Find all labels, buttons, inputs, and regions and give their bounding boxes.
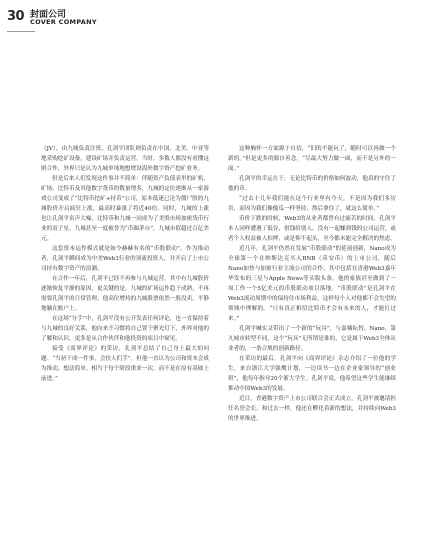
- running-header: [7, 7, 187, 31]
- paragraph: 近几年，孔剑平仍然在发展“币股联动”的延展创新，Nano成为全球第一个在纳斯达克买入BNB（币安币）的上市公司，随后Nano加快与加密行业主流公司的合作，其中包括在香港Web3嘉年华发布的三星与Apple News等头版头条。他的家族甚至做到了一周工作一个5亿美元的币股联动项目落地。“币股联动”是孔剑平在Web3流动周期中的保持住市场利益，这样每个人对他都不会失望的领域中理解的。“只有真正相信比特币才会有未来的人，才能打过来。”: [228, 246, 396, 322]
- paragraph: 孔剑平的幸运在于，无论比特币的价格如何波动，他真的守住了他的币。: [228, 176, 396, 192]
- paragraph: 孔剑平喊实又带出了一个新的“玩具”，与嘉楠耘智、Nano、第九城市转型不同，这个“玩具”无所谓是谁的，它是属于Web3全体从业者的，一条合规的创新路径。: [228, 326, 396, 352]
- paragraph: 币价下跌的时候，Web3的从业者都曾有过痛苦的时间，孔剑平本人同样遭遇了低谷、借钱给别人、没有一起赚到钱的公司运营，或者个人权益被人扣押，或是仰不起头，至今都未能完全解决的焦虑。: [228, 216, 396, 242]
- page-number: 30: [7, 9, 25, 24]
- paragraph: 在合作一年后，孔剑平已经不再参与九城运营，其中有九城股价逐渐恢复平静的原因，更关键的是，九城的矿场运作趋于成熟，不再需要孔剑平的日常管理。他高位增持的九城股票依然一股没卖，平静地躺在账户上。: [41, 276, 209, 312]
- right-column: [228, 144, 396, 424]
- paragraph: （JV），由九城负责注资，孔剑平团队则负责在中国、北美、中亚等地采购挖矿设备，建设矿场并负责运营。当时，多数人都没有看懂这则合作，外界只是认为九城单纯地想增设海外数字资产挖矿业务。: [41, 146, 209, 172]
- paragraph: 在这场“分手”中，孔剑平没有公开发表任何评论，也一直保持着与九城的良好关系，他向来不习惯将自己置于聚光灯下，外界对他的了解和认识，更多是从合作伙伴和他投资的项目中窥见。: [41, 316, 209, 342]
- paragraph: 接受《商界评论》的采访，孔剑平总结了自己身上最大的问题：“当初干成一件事，会扶人们手”。但他一直认为公司和资本会成为推动，想法简单。相当于每个阶段重来一次，而不是在原有基础上前进。”: [41, 346, 209, 382]
- paragraph: 近日，香港数字资产上市公司联合会正式成立，孔剑平被邀请担任名誉会长。和过去一样，他还在孵化着新的想法，并持续向Web3的世界推进。: [228, 396, 396, 422]
- header-rule: [7, 31, 35, 32]
- paragraph: 但是后来人们发现这件事并不简单：伴随资产负债表里的矿机、矿场、比特币及其他数字货币的数量增多，九城的定位逐渐从一家游戏公司变成了“比特币挖矿+持币”公司，原本低迷已沦为僵尸股的九城股价开启疯狂上涨，最高时暴涨了将近40倍。同时，九城的上涨也让孔剑平名声大噪，比特币和九城一同成为了美股市场加密货币行业的双子星，九城甚至一度被誉为“币圈茅台”，九城市值超过百亿美元。: [41, 176, 209, 242]
- paragraph: 在采访的最后，孔剑平向《商界评论》杂志介绍了一位他的学生，来自浙江大学强鹰计划，一边读书一边在企业家领导的“创业班”，他每年指导20个浙大学生。孔剑平说，他希望这些学生能继续推动中国Web3的发展。: [228, 356, 396, 392]
- paragraph: 这种胸怀一方面源于自信，“旧的不能玩了，随时可以再做一个新的。”但是更多的源自善念，“尽最大努力做一面，而不是另外的一面。”: [228, 146, 396, 172]
- section-title-cn: 封面公司: [30, 10, 67, 20]
- section-title-en: COVER COMPANY: [30, 18, 97, 26]
- left-column: [41, 144, 209, 384]
- paragraph: “过去十几年我们能在这个行业里有今天，不是因为我们多厉害，而因为我们像傻瓜一样坚持，熬后拿住了，就这么简单。”: [228, 196, 396, 212]
- paragraph: 这套资本运作模式就是如今赫赫有名的“币股联动”。作为推动者，孔剑平瞬间成为中美Web3行业的顶流投资人，并开启了上市公司持有数字资产的浪潮。: [41, 246, 209, 272]
